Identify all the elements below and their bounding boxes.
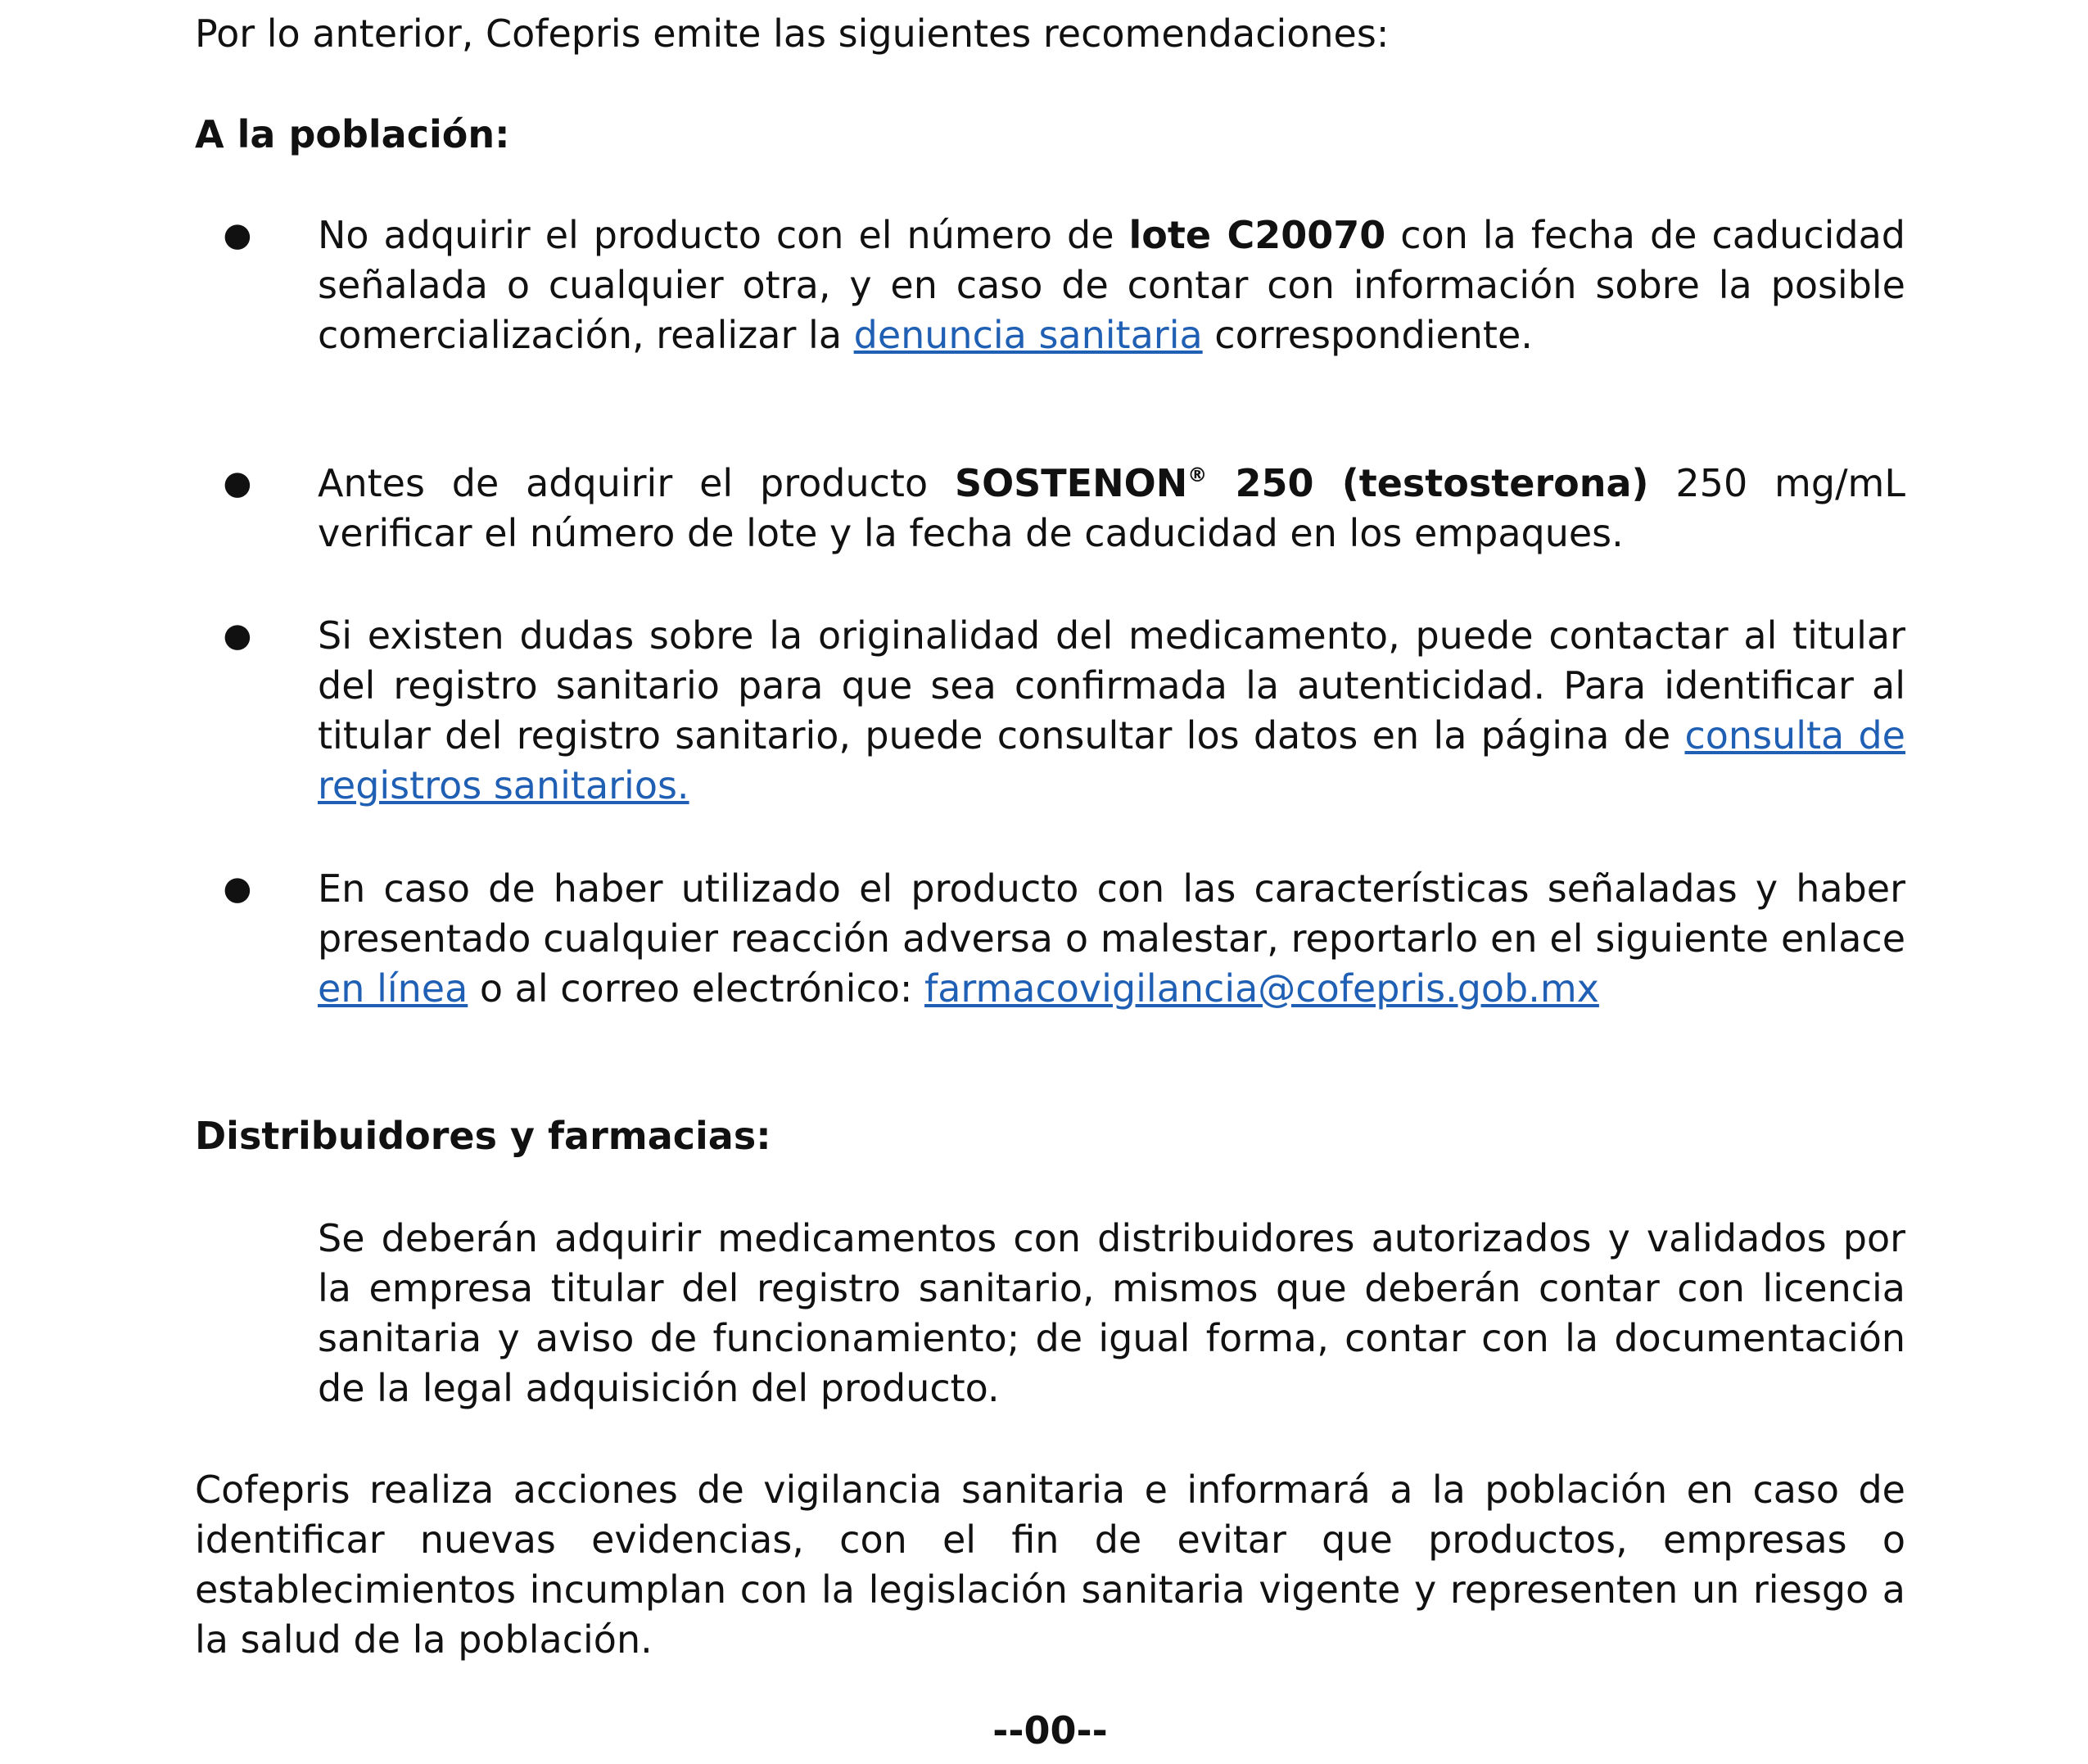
end-mark: --00--: [992, 1708, 1108, 1753]
heading-poblacion: A la población:: [195, 112, 510, 156]
list-item-text: [318, 1214, 1905, 1413]
registered-mark: ®: [1187, 464, 1208, 486]
denuncia-sanitaria-link[interactable]: denuncia sanitaria: [853, 313, 1203, 357]
list-item-text: [318, 611, 1905, 811]
lote-number: lote C20070: [1128, 213, 1386, 257]
product-detail: 250 (testosterona): [1207, 461, 1649, 505]
text-run: Antes de adquirir el producto: [318, 461, 955, 505]
text-run: En caso de haber utilizado el producto con las características señaladas y haber presentado cualquier reacción adversa o malestar, reportarlo en el siguiente enlace: [318, 866, 1905, 961]
bullet-icon: ●: [223, 870, 252, 907]
text-run: correspondiente.: [1202, 313, 1533, 357]
product-name: [955, 461, 1649, 505]
heading-distribuidores: Distribuidores y farmacias:: [195, 1114, 771, 1158]
list-item-text: [318, 864, 1905, 1014]
closing-paragraph: Cofepris realiza acciones de vigilancia sanitaria e informará a la población en caso de identificar nuevas evidencias, con el fin de evitar que productos, empresas o establecimientos incumplan con la legislación sanitaria vigente y representen un riesgo a la salud de la población.: [195, 1468, 1905, 1662]
email-link[interactable]: farmacovigilancia@cofepris.gob.mx: [924, 966, 1599, 1011]
bullet-icon: ●: [223, 464, 252, 502]
bullet-icon: ●: [223, 617, 252, 654]
list-item-text: [318, 459, 1905, 559]
text-run: 250 mg/mL verificar el número de lote y la fecha de caducidad en los empaques.: [318, 461, 1905, 555]
text-run: con la fecha de caducidad señalada o cualquier otra, y en caso de contar con información sobre la posible comercialización, realizar la: [318, 213, 1905, 357]
text-run: No adquirir el producto con el número de: [318, 213, 1129, 257]
product-brand: SOSTENON: [954, 461, 1188, 505]
consulta-registros-link[interactable]: consulta de registros sanitarios.: [318, 713, 1905, 807]
text-run: Se deberán adquirir medicamentos con distribuidores autorizados y validados por la empresa titular del registro sanitario, mismos que deberán contar con licencia sanitaria y aviso de funcionamiento; de igual forma, contar con la documentación de la legal adquisición del producto.: [318, 1216, 1905, 1410]
text-run: o al correo electrónico:: [468, 966, 925, 1011]
list-item-text: [318, 210, 1905, 360]
intro-paragraph: Por lo anterior, Cofepris emite las siguientes recomendaciones:: [195, 11, 1390, 56]
en-linea-link[interactable]: en línea: [318, 966, 468, 1011]
text-run: Si existen dudas sobre la originalidad del medicamento, puede contactar al titular del registro sanitario para que sea confirmada la autenticidad. Para identificar al titular del registro sanitario, puede consultar los datos en la página de: [318, 613, 1905, 758]
bullet-icon: ●: [223, 216, 252, 254]
